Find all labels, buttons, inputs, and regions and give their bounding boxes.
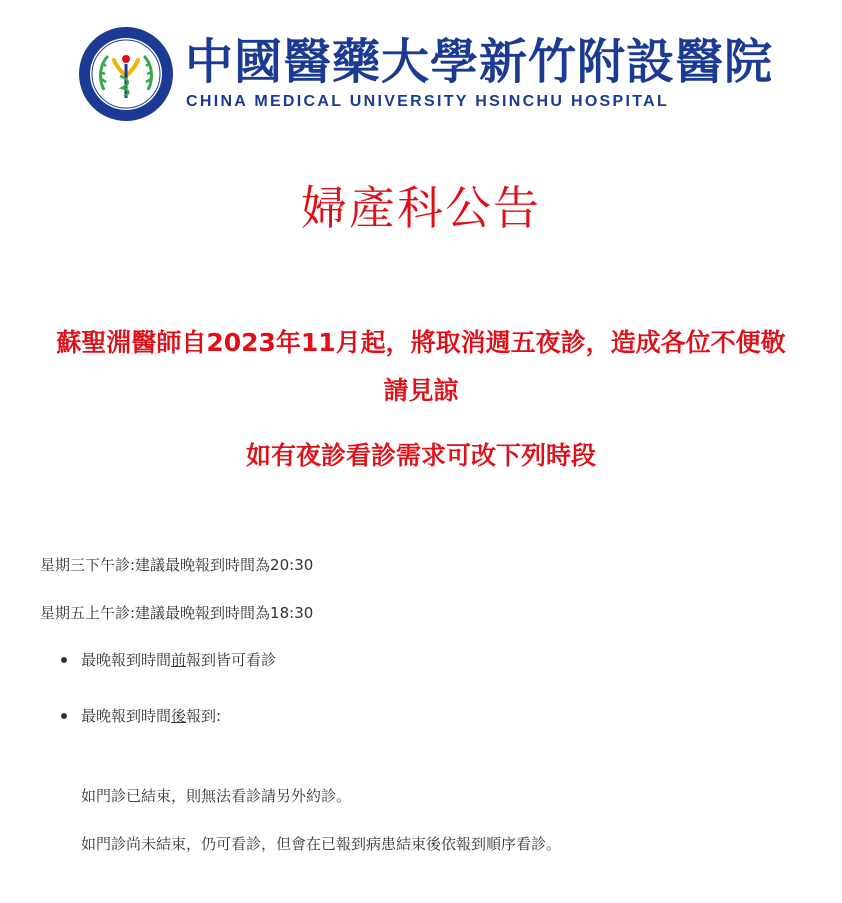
hospital-header [78,26,774,126]
schedule-wednesday: 星期三下午診:建議最晚報到時間為20:30 [40,556,314,574]
schedule-friday: 星期五上午診:建議最晚報到時間為18:30 [40,604,314,622]
alternative-hours-notice: 如有夜診看診需求可改下列時段 [245,441,596,470]
late-note-clinic-ended: 如門診已結束，則無法看診請另外約診。 [81,787,352,805]
cancellation-notice-line-2: 請見諒 [383,376,459,405]
hospital-name-english: CHINA MEDICAL UNIVERSITY HSINCHU HOSPITAL [186,93,670,110]
emphasis-before: 前 [171,651,187,669]
late-note-clinic-open: 如門診尚未結束，仍可看診，但會在已報到病患結束後依報到順序看診。 [81,835,562,853]
cancellation-notice [40,319,802,415]
list-item: 最晚報到時間前報到皆可看診 [40,650,800,670]
announcement-title: 婦產科公告 [301,181,541,235]
hospital-name-chinese: 中國醫藥大學新竹附設醫院 [185,34,774,90]
check-in-rules-list [40,650,800,726]
bullet-icon [61,657,67,663]
list-item: 最晚報到時間後報到: [40,706,800,726]
bullet-icon [61,713,67,719]
cancellation-notice-line-1: 蘇聖淵醫師自2023年11月起，將取消週五夜診，造成各位不便敬 [56,328,786,357]
hospital-logo-icon [78,26,174,122]
emphasis-after: 後 [171,707,187,725]
